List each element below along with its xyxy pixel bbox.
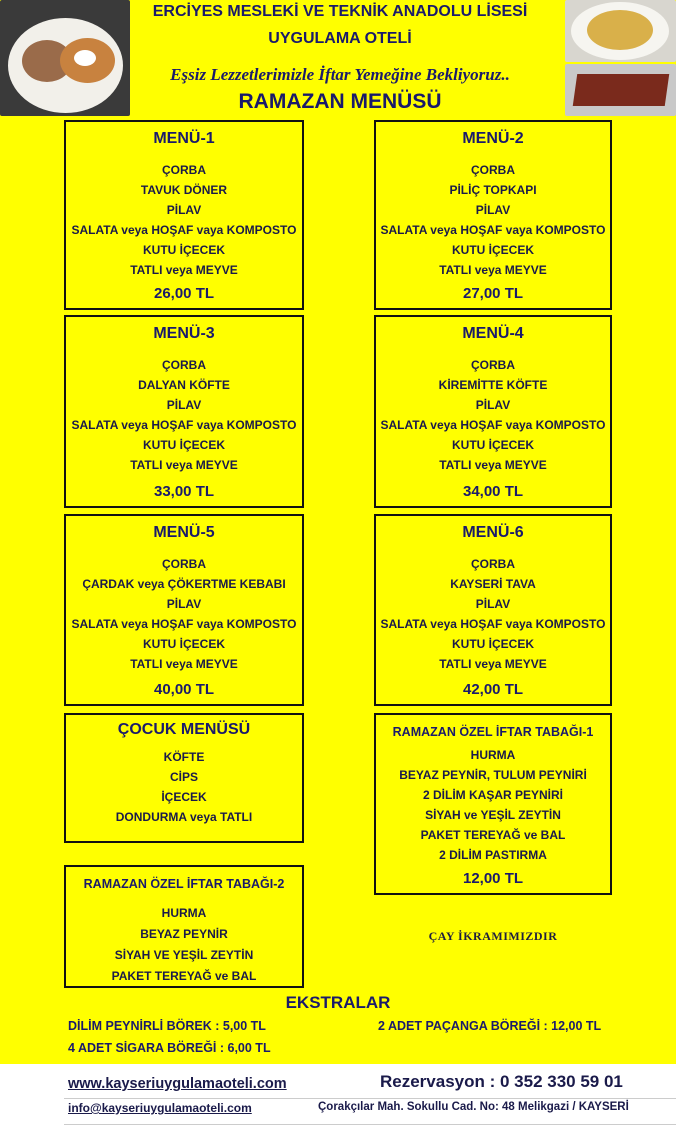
menu-item: KÖFTE <box>163 750 205 764</box>
menu-price: 33,00 TL <box>153 483 215 500</box>
menu-item: SALATA veya HOŞAF vaya KOMPOSTO <box>380 223 606 237</box>
menu-item: DALYAN KÖFTE <box>138 378 230 392</box>
iftar-plate-1-box <box>374 713 612 895</box>
menu-item: ÇORBA <box>471 163 515 177</box>
menu-item: BEYAZ PEYNİR <box>140 927 228 941</box>
menu-item: KUTU İÇECEK <box>142 243 225 257</box>
menu-price: 26,00 TL <box>153 285 215 302</box>
extra-item: DİLİM PEYNİRLİ BÖREK : 5,00 TL <box>68 1019 266 1033</box>
website-link[interactable]: www.kayseriuygulamaoteli.com <box>68 1076 287 1092</box>
menu-item: KİREMİTTE KÖFTE <box>438 378 548 392</box>
menu-3-box <box>64 315 304 508</box>
menu-6-box <box>374 514 612 706</box>
tea-note: ÇAY İKRAMIMIZDIR <box>428 929 558 943</box>
menu-title: MENÜ-5 <box>153 524 215 541</box>
reservation-phone: Rezervasyon : 0 352 330 59 01 <box>380 1072 623 1091</box>
menu-item: SALATA veya HOŞAF vaya KOMPOSTO <box>71 617 297 631</box>
menu-price: 34,00 TL <box>462 483 524 500</box>
menu-item: KUTU İÇECEK <box>142 438 225 452</box>
menu-title: MENÜ-2 <box>462 130 524 147</box>
email-link[interactable]: info@kayseriuygulamaoteli.com <box>68 1101 252 1115</box>
menu-item: ÇORBA <box>162 358 206 372</box>
menu-item: PAKET TEREYAĞ ve BAL <box>420 828 566 842</box>
address: Çorakçılar Mah. Sokullu Cad. No: 48 Melikgazi / KAYSERİ <box>318 1101 629 1113</box>
menu-2-box <box>374 120 612 310</box>
menu-title: RAMAZAN ÖZEL İFTAR TABAĞI-1 <box>392 725 594 739</box>
menu-item: SALATA veya HOŞAF vaya KOMPOSTO <box>71 418 297 432</box>
hotel-name: UYGULAMA OTELİ <box>268 30 412 47</box>
menu-title: ÇOCUK MENÜSÜ <box>117 721 251 738</box>
food-photo-left <box>0 0 130 116</box>
menu-title: MENÜ-6 <box>462 524 524 541</box>
menu-title: RAMAZAN ÖZEL İFTAR TABAĞI-2 <box>83 877 285 891</box>
menu-item: 2 DİLİM PASTIRMA <box>439 848 547 862</box>
menu-4-box <box>374 315 612 508</box>
slogan: Eşsiz Lezzetlerimizle İftar Yemeğine Bekliyoruz.. <box>170 65 510 84</box>
menu-item: TATLI veya MEYVE <box>439 458 547 472</box>
menu-item: İÇECEK <box>161 790 207 804</box>
menu-item: TATLI veya MEYVE <box>130 657 238 671</box>
menu-item: PİLAV <box>475 597 511 611</box>
menu-price: 42,00 TL <box>462 681 524 698</box>
menu-item: TATLI veya MEYVE <box>130 263 238 277</box>
menu-5-box <box>64 514 304 706</box>
menu-item: PİLAV <box>475 398 511 412</box>
soup-photo-right <box>565 0 676 62</box>
menu-price: 27,00 TL <box>462 285 524 302</box>
menu-item: TATLI veya MEYVE <box>439 657 547 671</box>
menu-item: KUTU İÇECEK <box>142 637 225 651</box>
menu-price: 40,00 TL <box>153 681 215 698</box>
menu-item: KUTU İÇECEK <box>451 637 534 651</box>
menu-item: SİYAH ve YEŞİL ZEYTİN <box>425 808 561 822</box>
menu-item: SALATA veya HOŞAF vaya KOMPOSTO <box>380 617 606 631</box>
menu-item: KUTU İÇECEK <box>451 438 534 452</box>
menu-item: PİLAV <box>166 398 202 412</box>
menu-title: MENÜ-3 <box>153 325 215 342</box>
menu-item: ÇARDAK veya ÇÖKERTME KEBABI <box>82 577 286 591</box>
menu-item: ÇORBA <box>162 557 206 571</box>
menu-item: TATLI veya MEYVE <box>439 263 547 277</box>
menu-item: TAVUK DÖNER <box>140 183 228 197</box>
extras-title: EKSTRALAR <box>285 993 391 1012</box>
dessert-photo-right <box>565 64 676 116</box>
menu-item: BEYAZ PEYNİR, TULUM PEYNİRİ <box>399 768 587 782</box>
menu-title: MENÜ-4 <box>462 325 524 342</box>
child-menu-box <box>64 713 304 843</box>
menu-item: TATLI veya MEYVE <box>130 458 238 472</box>
menu-item: PİLİÇ TOPKAPI <box>449 183 537 197</box>
menu-item: PİLAV <box>166 597 202 611</box>
extra-item: 2 ADET PAÇANGA BÖREĞİ : 12,00 TL <box>378 1019 602 1033</box>
page-title: RAMAZAN MENÜSÜ <box>238 90 442 113</box>
menu-item: SALATA veya HOŞAF vaya KOMPOSTO <box>71 223 297 237</box>
menu-item: KUTU İÇECEK <box>451 243 534 257</box>
extra-item: 4 ADET SİGARA BÖREĞİ : 6,00 TL <box>68 1041 271 1055</box>
menu-price: 12,00 TL <box>462 870 524 887</box>
menu-item: SALATA veya HOŞAF vaya KOMPOSTO <box>380 418 606 432</box>
menu-item: HURMA <box>161 906 207 920</box>
menu-item: KAYSERİ TAVA <box>450 577 536 591</box>
menu-item: PİLAV <box>166 203 202 217</box>
menu-item: CİPS <box>169 770 198 784</box>
school-name: ERCİYES MESLEKİ VE TEKNİK ANADOLU LİSESİ <box>152 3 528 20</box>
menu-item: PİLAV <box>475 203 511 217</box>
menu-1-box <box>64 120 304 310</box>
menu-item: PAKET TEREYAĞ ve BAL <box>111 969 257 983</box>
menu-item: DONDURMA veya TATLI <box>115 810 253 824</box>
menu-item: ÇORBA <box>471 557 515 571</box>
menu-item: HURMA <box>470 748 516 762</box>
menu-title: MENÜ-1 <box>153 130 215 147</box>
menu-item: SİYAH VE YEŞİL ZEYTİN <box>114 948 254 962</box>
menu-item: ÇORBA <box>162 163 206 177</box>
iftar-plate-2-box <box>64 865 304 988</box>
menu-item: 2 DİLİM KAŞAR PEYNİRİ <box>422 788 563 802</box>
menu-item: ÇORBA <box>471 358 515 372</box>
